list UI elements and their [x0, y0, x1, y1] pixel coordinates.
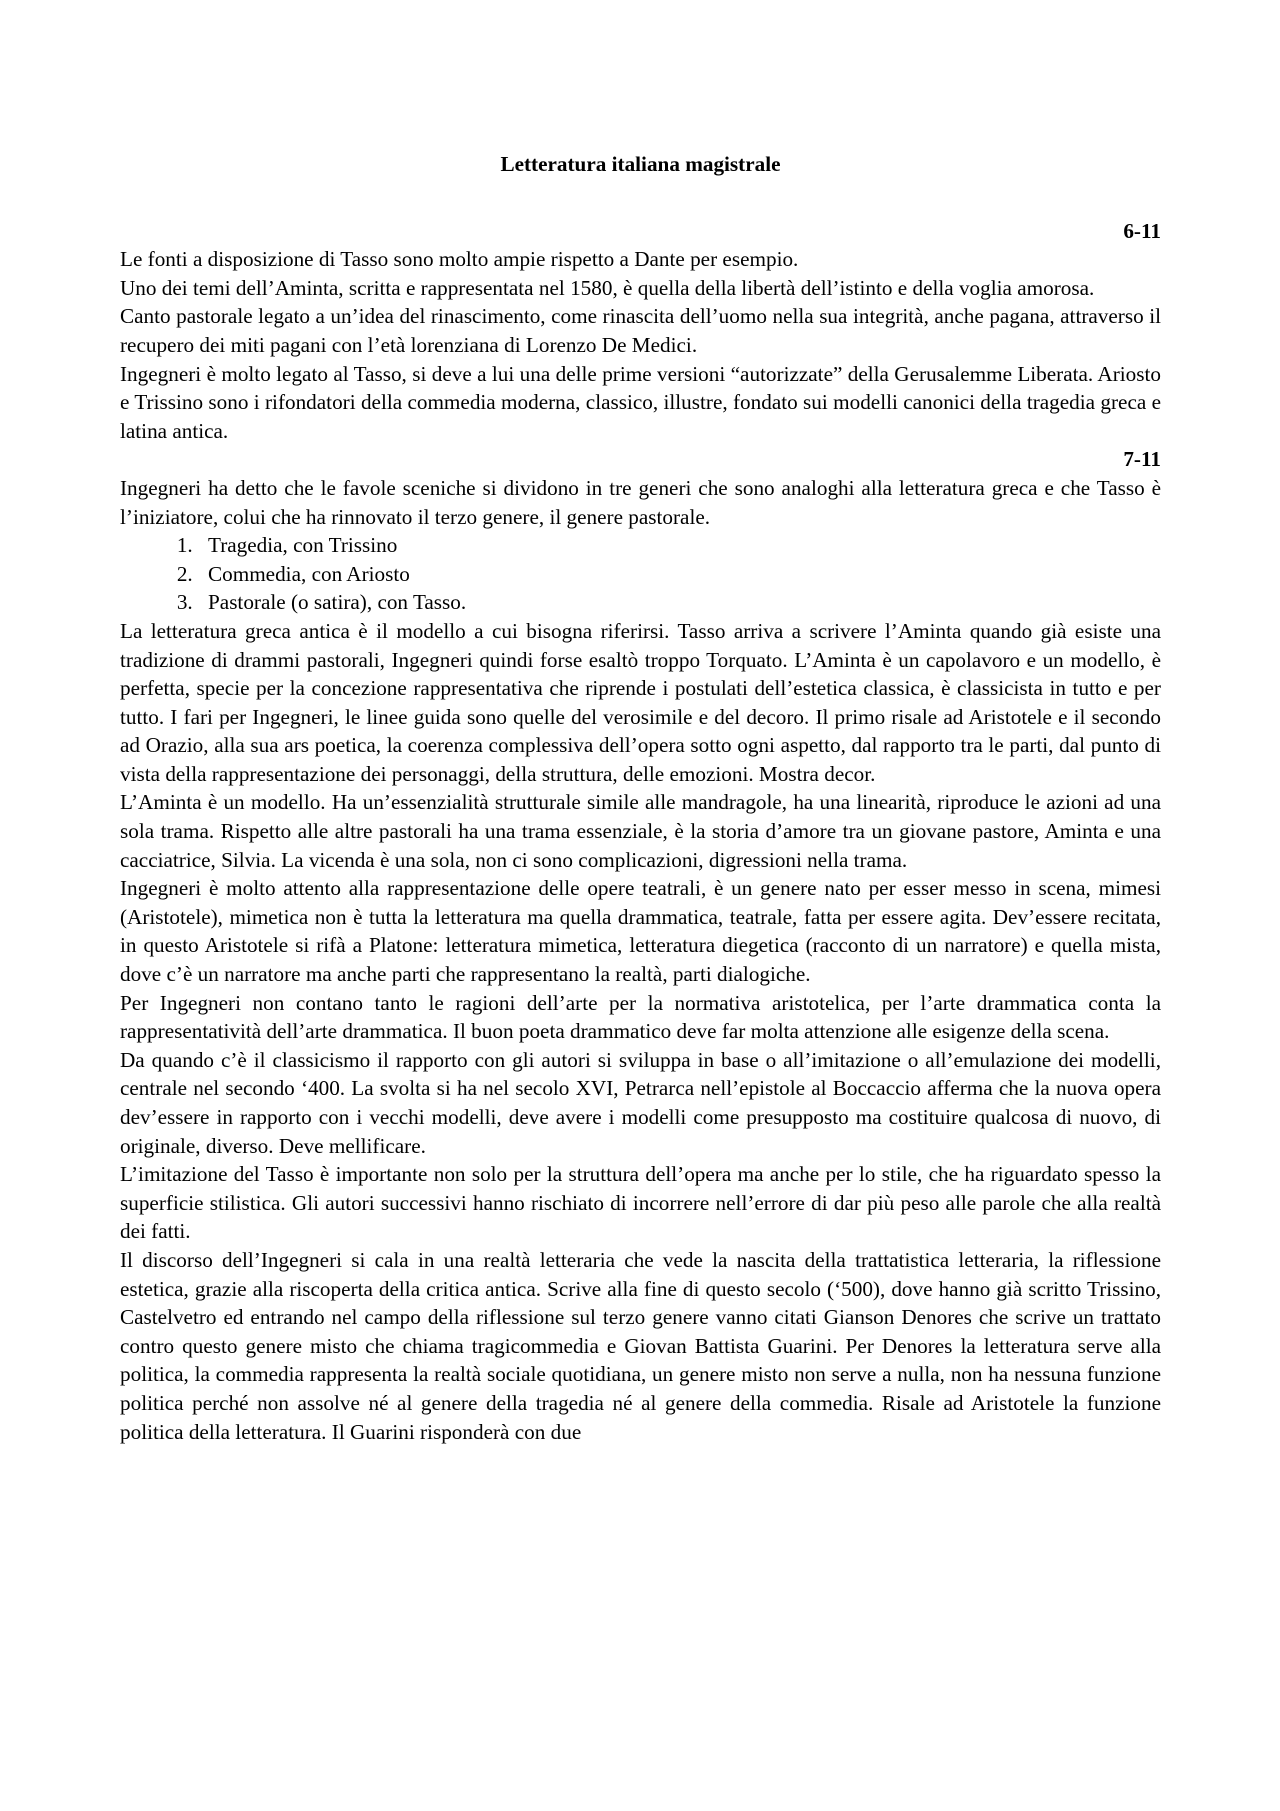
paragraph: L’imitazione del Tasso è importante non solo per la struttura dell’opera ma anche per lo stile, che ha riguardato spesso la superficie stilistica. Gli autori successivi hanno rischiato di incorrere nell’errore di dar più peso alle parole che alla realtà dei fatti.	[120, 1162, 1161, 1244]
paragraph: Da quando c’è il classicismo il rapporto con gli autori si sviluppa in base o all’imitazione o all’emulazione dei modelli, centrale nel secondo ‘400. La svolta si ha nel secolo XVI, Petrarca nell’epistole al Boccaccio afferma che la nuova opera dev’essere in rapporto con i vecchi modelli, deve avere i modelli come presupposto ma costituire qualcosa di nuovo, di originale, diverso. Deve mellificare.	[120, 1047, 1161, 1158]
genre-list	[120, 531, 1161, 617]
paragraph: Ingegneri è molto legato al Tasso, si deve a lui una delle prime versioni “autorizzate” della Gerusalemme Liberata. Ariosto e Trissino sono i rifondatori della commedia moderna, classico, illustre, fondato sui modelli canonici della tragedia greca e latina antica.	[120, 361, 1161, 443]
paragraph: Uno dei temi dell’Aminta, scritta e rappresentata nel 1580, è quella della libertà dell’istinto e della voglia amorosa.	[120, 275, 1095, 300]
paragraph: Per Ingegneri non contano tanto le ragioni dell’arte per la normativa aristotelica, per l’arte drammatica conta la rappresentatività dell’arte drammatica. Il buon poeta drammatico deve far molta attenzione alle esigenze della scena.	[120, 990, 1161, 1044]
paragraph: L’Aminta è un modello. Ha un’essenzialità strutturale simile alle mandragole, ha una linearità, riproduce le azioni ad una sola trama. Rispetto alle altre pastorali ha una trama essenziale, è la storia d’amore tra un giovane pastore, Aminta e una cacciatrice, Silvia. La vicenda è una sola, non ci sono complicazioni, digressioni nella trama.	[120, 790, 1161, 872]
paragraph: Le fonti a disposizione di Tasso sono molto ampie rispetto a Dante per esempio.	[120, 247, 799, 272]
section-date: 6-11	[1123, 218, 1161, 243]
paragraph: Ingegneri ha detto che le favole sceniche si dividono in tre generi che sono analoghi alla letteratura greca e che Tasso è l’iniziatore, colui che ha rinnovato il terzo genere, il genere pastorale.	[120, 475, 1161, 529]
list-item: 2. Commedia, con Ariosto	[198, 560, 1161, 589]
list-item: 1. Tragedia, con Trissino	[198, 531, 1161, 560]
list-item: 3. Pastorale (o satira), con Tasso.	[198, 588, 1161, 617]
document-title: Letteratura italiana magistrale	[500, 152, 781, 176]
paragraph: Il discorso dell’Ingegneri si cala in una realtà letteraria che vede la nascita della trattatistica letteraria, la riflessione estetica, grazie alla riscoperta della critica antica. Scrive alla fine di questo secolo (‘500), dove hanno già scritto Trissino, Castelvetro ed entrando nel campo della riflessione sul terzo genere vanno citati Gianson Denores che scrive un trattato contro questo genere misto che chiama tragicommedia e Giovan Battista Guarini. Per Denores la letteratura serve alla politica, la commedia rappresenta la realtà sociale quotidiana, un genere misto non serve a nulla, non ha nessuna funzione politica perché non assolve né al genere della tragedia né al genere della commedia. Risale ad Aristotele la funzione politica della letteratura. Il Guarini risponderà con due	[120, 1247, 1161, 1444]
paragraph: La letteratura greca antica è il modello a cui bisogna riferirsi. Tasso arriva a scrivere l’Aminta quando già esiste una tradizione di drammi pastorali, Ingegneri quindi forse esaltò troppo Torquato. L’Aminta è un capolavoro e un modello, è perfetta, specie per la concezione rappresentativa che riprende i postulati dell’estetica classica, è classicista in tutto e per tutto. I fari per Ingegneri, le linee guida sono quelle del verosimile e del decoro. Il primo risale ad Aristotele e il secondo ad Orazio, alla sua ars poetica, la coerenza complessiva dell’opera sotto ogni aspetto, dal rapporto tra le parti, dal punto di vista della rappresentazione dei personaggi, della struttura, delle emozioni. Mostra decor.	[120, 618, 1161, 786]
document-page	[120, 150, 1161, 1446]
paragraph: Ingegneri è molto attento alla rappresentazione delle opere teatrali, è un genere nato per esser messo in scena, mimesi (Aristotele), mimetica non è tutta la letteratura ma quella drammatica, teatrale, fatta per essere agita. Dev’essere recitata, in questo Aristotele si rifà a Platone: letteratura mimetica, letteratura diegetica (racconto di un narratore) e quella mista, dove c’è un narratore ma anche parti che rappresentano la realtà, parti dialogiche.	[120, 876, 1161, 987]
paragraph: Canto pastorale legato a un’idea del rinascimento, come rinascita dell’uomo nella sua integrità, anche pagana, attraverso il recupero dei miti pagani con l’età lorenziana di Lorenzo De Medici.	[120, 304, 1161, 357]
section-date: 7-11	[1123, 447, 1161, 472]
